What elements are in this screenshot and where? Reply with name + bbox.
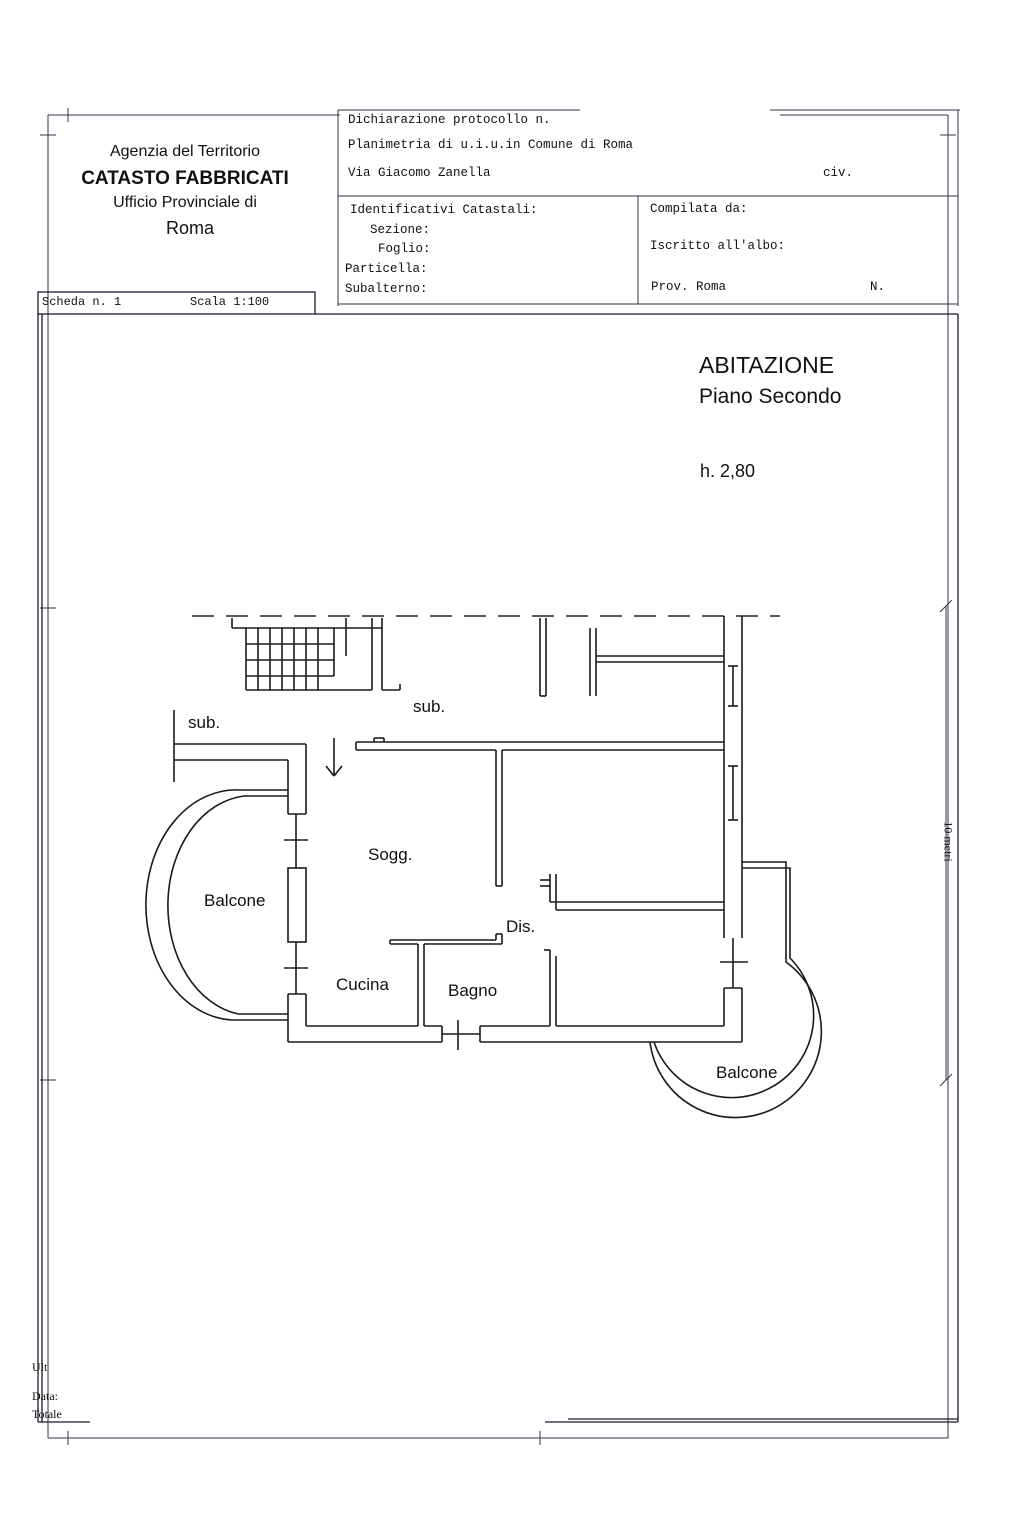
- catasto-title: CATASTO FABBRICATI: [81, 168, 289, 189]
- room-balcone-left: Balcone: [204, 891, 266, 910]
- office-name: Ufficio Provinciale di: [113, 194, 257, 211]
- civ-label: civ.: [823, 166, 854, 180]
- office-city: Roma: [165, 218, 214, 238]
- sheet-frame: [40, 108, 956, 1445]
- protocol-label: Dichiarazione protocollo n.: [348, 113, 551, 127]
- scale-bar-label: 10 metri: [941, 821, 956, 862]
- sezione-label: Sezione:: [370, 223, 431, 237]
- plan-height: h. 2,80: [700, 461, 756, 481]
- room-balcone-right: Balcone: [716, 1063, 778, 1082]
- room-sub-left: sub.: [188, 713, 221, 732]
- foglio-label: Foglio:: [378, 242, 431, 256]
- subalterno-label: Subalterno:: [345, 282, 428, 296]
- particella-label: Particella:: [345, 262, 428, 276]
- agency-name: Agenzia del Territorio: [109, 143, 260, 160]
- plan-floor: Piano Secondo: [699, 385, 842, 408]
- room-sub-top: sub.: [413, 697, 446, 716]
- identifiers-title: Identificativi Catastali:: [350, 203, 538, 217]
- prov-label: Prov. Roma: [651, 280, 727, 294]
- room-bagno: Bagno: [448, 981, 498, 1000]
- numero-label: N.: [870, 280, 886, 294]
- iscritto-label: Iscritto all'albo:: [650, 239, 786, 253]
- address-label: Via Giacomo Zanella: [348, 166, 491, 180]
- footer-totale: Totale: [32, 1407, 62, 1421]
- room-soggiorno: Sogg.: [368, 845, 413, 864]
- planimetria-label: Planimetria di u.i.u.in Comune di Roma: [348, 138, 634, 152]
- staircase: [232, 618, 400, 690]
- scheda-label: Scheda n. 1: [42, 295, 122, 309]
- footer-ult: Ult: [32, 1360, 48, 1374]
- scala-label: Scala 1:100: [190, 295, 270, 309]
- floor-plan: [146, 616, 821, 1118]
- room-cucina: Cucina: [336, 975, 389, 994]
- footer-data: Data:: [32, 1389, 58, 1403]
- compilata-label: Compilata da:: [650, 202, 748, 216]
- plan-type: ABITAZIONE: [699, 352, 835, 378]
- room-disimpegno: Dis.: [506, 917, 536, 936]
